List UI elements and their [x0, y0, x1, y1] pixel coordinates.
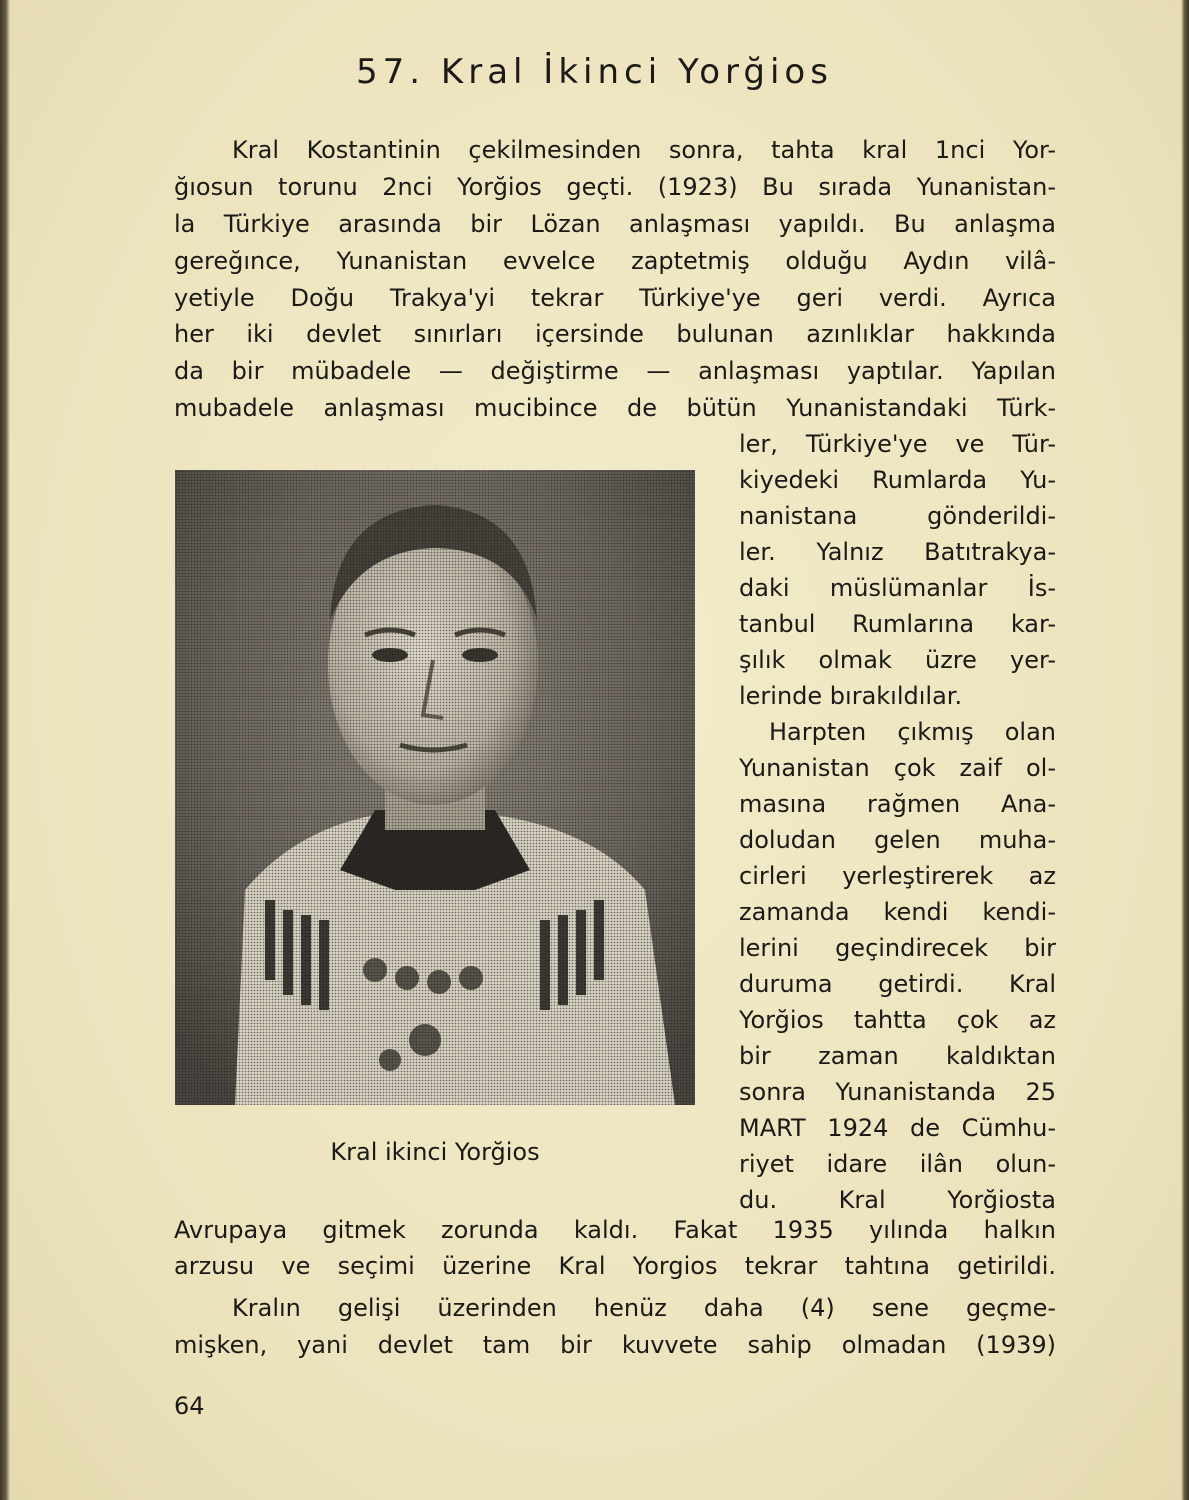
- text-line: gereğınce, Yunanistan evvelce zaptetmiş olduğu Aydın vilâ-: [174, 247, 1056, 275]
- page-edge-right: [1181, 0, 1189, 1500]
- text-line: şılık olmak üzre yer-: [739, 646, 1056, 674]
- text-line: mişken, yani devlet tam bir kuvvete sahip olmadan (1939): [174, 1331, 1056, 1359]
- text-line: daki müslümanlar İs-: [739, 574, 1056, 602]
- text-line: arzusu ve seçimi üzerine Kral Yorgios tekrar tahtına getirildi.: [174, 1252, 1056, 1280]
- text-line: bir zaman kaldıktan: [739, 1042, 1056, 1070]
- text-line: Avrupaya gitmek zorunda kaldı. Fakat 1935 yılında halkın: [174, 1216, 1056, 1244]
- text-line: Kralın gelişi üzerinden henüz daha (4) sene geçme-: [232, 1294, 1056, 1322]
- text-line: MART 1924 de Cümhu-: [739, 1114, 1056, 1142]
- text-line: kiyedeki Rumlarda Yu-: [739, 466, 1056, 494]
- text-line: Harpten çıkmış olan: [769, 718, 1056, 746]
- text-line: zamanda kendi kendi-: [739, 898, 1056, 926]
- text-line: lerinde bırakıldılar.: [739, 682, 963, 710]
- text-line: nanistana gönderildi-: [739, 502, 1056, 530]
- portrait-photo: [175, 470, 695, 1105]
- page-number: 64: [174, 1392, 205, 1420]
- text-line: mubadele anlaşması mucibince de bütün Yunanistandaki Türk-: [174, 394, 1056, 422]
- text-line: du. Kral Yorğiosta: [739, 1186, 1056, 1214]
- text-line: duruma getirdi. Kral: [739, 970, 1056, 998]
- text-line: masına rağmen Ana-: [739, 790, 1056, 818]
- text-line: ğıosun torunu 2nci Yorğios geçti. (1923) Bu sırada Yunanistan-: [174, 173, 1056, 201]
- text-line: Yunanistan çok zaif ol-: [739, 754, 1056, 782]
- text-line: da bir mübadele — değiştirme — anlaşması yaptılar. Yapılan: [174, 357, 1056, 385]
- text-line: her iki devlet sınırları içersinde bulunan azınlıklar hakkında: [174, 320, 1056, 348]
- text-line: lerini geçindirecek bir: [739, 934, 1056, 962]
- text-line: ler. Yalnız Batıtrakya-: [739, 538, 1056, 566]
- text-line: Kral Kostantinin çekilmesinden sonra, tahta kral 1nci Yor-: [232, 136, 1056, 164]
- text-line: riyet idare ilân olun-: [739, 1150, 1056, 1178]
- text-line: sonra Yunanistanda 25: [739, 1078, 1056, 1106]
- text-line: la Türkiye arasında bir Lözan anlaşması yapıldı. Bu anlaşma: [174, 210, 1056, 238]
- text-line: Yorğios tahtta çok az: [739, 1006, 1056, 1034]
- text-line: cirleri yerleştirerek az: [739, 862, 1056, 890]
- text-line: tanbul Rumlarına kar-: [739, 610, 1056, 638]
- page-edge-left: [0, 0, 10, 1500]
- chapter-title: 57. Kral İkinci Yorğios: [356, 52, 833, 92]
- text-line: ler, Türkiye'ye ve Tür-: [739, 430, 1056, 458]
- text-line: doludan gelen muha-: [739, 826, 1056, 854]
- text-line: yetiyle Doğu Trakya'yi tekrar Türkiye'ye geri verdi. Ayrıca: [174, 284, 1056, 312]
- photo-caption: Kral ikinci Yorğios: [330, 1138, 540, 1166]
- halftone-overlay: [175, 470, 695, 1105]
